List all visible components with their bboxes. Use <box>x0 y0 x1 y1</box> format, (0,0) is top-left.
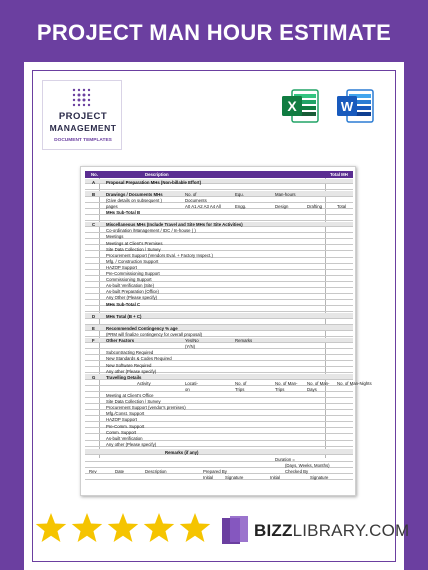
doc-row-cell: Trips <box>235 386 245 392</box>
doc-row <box>85 301 353 306</box>
doc-row-text: Meetings at Client's Premises <box>106 240 163 246</box>
doc-row-text: Any other (Please specify) <box>106 368 157 374</box>
doc-row-text: Miscellaneous MHs (Include Travel and Site MHs for Site Activities) <box>106 222 243 228</box>
doc-row-text: Mfg./Const. Support <box>106 411 145 417</box>
doc-row <box>85 362 353 367</box>
doc-row-text: Any other (Please specify) <box>106 441 157 447</box>
header-total-mh: Total MH <box>330 172 348 177</box>
doc-row-text: Co-ordination /Management / IDC / In-house ( ) <box>106 228 196 234</box>
doc-row <box>85 344 353 349</box>
doc-row <box>85 386 353 391</box>
doc-row-cell: (Y/N) <box>185 344 196 350</box>
doc-row-text: Drawings / Documents MHs <box>106 191 163 197</box>
doc-row <box>85 374 353 379</box>
doc-row-cell: Total <box>337 203 347 209</box>
doc-row <box>85 429 353 434</box>
left-border <box>0 62 24 570</box>
doc-row <box>85 423 353 428</box>
star-icon <box>180 513 210 542</box>
doc-row-no: G <box>92 374 96 380</box>
remarks-row <box>85 449 353 454</box>
footer-row-2-cell: Signature <box>310 474 329 480</box>
doc-row-text: (PRM will finalize contingency for overall proposal) <box>106 332 203 337</box>
doc-row-text: As-built Preparation (Office) <box>106 289 159 295</box>
doc-row <box>85 332 353 337</box>
doc-row-cell: Equ. <box>235 191 244 197</box>
right-border <box>404 62 428 570</box>
doc-row-cell: Locati- <box>185 380 198 386</box>
doc-row-no: D <box>92 313 96 319</box>
doc-row <box>85 289 353 294</box>
doc-row-cell: on <box>185 386 190 392</box>
rating-stars <box>34 512 214 546</box>
doc-row <box>85 240 353 245</box>
footer-row-1-cell: Date <box>115 468 125 474</box>
footer-row-1-cell: Prepared By <box>203 468 227 474</box>
footer-row-1-cell: Checked By <box>285 468 309 474</box>
doc-row <box>85 399 353 404</box>
doc-row <box>85 246 353 251</box>
doc-row-text: MHs Total (B + C) <box>106 313 142 319</box>
doc-row <box>85 368 353 373</box>
doc-row-text: HAZOP Support <box>106 264 137 270</box>
doc-header-row <box>85 171 353 178</box>
footer-row-2-cell: Signature <box>225 474 244 480</box>
doc-row-text: As-built Verification <box>106 435 143 441</box>
doc-row <box>85 435 353 440</box>
doc-row-cell: Yes/No <box>185 338 199 344</box>
page-title: PROJECT MAN HOUR ESTIMATE <box>36 20 392 45</box>
doc-row <box>85 222 353 227</box>
doc-row-text: Pre-Commissioning Support <box>106 271 160 276</box>
doc-row <box>85 338 353 343</box>
doc-row-cell: Engg. <box>235 203 247 209</box>
remarks-row-cell: Remarks (if any) <box>165 449 199 455</box>
doc-row-text: Site Data Collection / Survey <box>106 399 161 405</box>
doc-row-cell: No. of Man- <box>307 380 330 386</box>
doc-row-cell: Remarks <box>235 338 253 344</box>
doc-row <box>85 313 353 318</box>
doc-row <box>85 283 353 288</box>
doc-row <box>85 295 353 300</box>
bizzlibrary-logo-icon <box>222 516 248 546</box>
star-icon <box>72 513 102 542</box>
doc-row <box>85 216 353 221</box>
document-preview[interactable] <box>80 166 372 496</box>
doc-row <box>85 185 353 190</box>
logo-line-2: MANAGEMENT <box>49 123 117 133</box>
doc-row-text: Mfg. / Construction Support <box>106 258 159 264</box>
doc-row-text: Pre-Comm. Support <box>106 423 145 429</box>
doc-row <box>85 393 353 398</box>
star-icon <box>144 513 174 542</box>
footer-row-2-cell: Initial <box>270 474 281 480</box>
doc-row-no: A <box>92 179 96 185</box>
doc-row <box>85 210 353 215</box>
word-letter: W <box>340 99 354 114</box>
doc-row-text: Procurement Support (Vendors Eval. + Factory Inspect.) <box>106 252 213 258</box>
doc-row-no: C <box>92 222 96 228</box>
doc-row <box>85 179 353 184</box>
footer-row-1-cell: Description <box>145 468 167 474</box>
doc-row-cell: No. of <box>185 191 197 197</box>
doc-row-cell: Man-hours <box>275 191 296 197</box>
doc-row <box>85 197 353 202</box>
doc-row <box>85 191 353 196</box>
doc-row-no: E <box>92 325 95 331</box>
doc-row-no: B <box>92 191 96 197</box>
doc-row <box>85 264 353 269</box>
logo-line-1: PROJECT <box>58 111 108 122</box>
excel-icon[interactable] <box>280 86 320 126</box>
doc-row <box>85 417 353 422</box>
doc-row-text: Any Other (Please specify) <box>106 295 158 301</box>
doc-row <box>85 325 353 330</box>
doc-row-text: Meeting at Client's Office <box>106 393 154 398</box>
doc-row-text: As-built Verification (Site) <box>106 283 154 289</box>
doc-row-cell: A0 A1 A2 A3 A4 All <box>185 203 221 209</box>
doc-row <box>85 319 353 324</box>
doc-row-cell: Documents <box>185 197 207 203</box>
doc-row-text: New Software Required <box>106 362 152 368</box>
header-description: Description <box>145 172 169 177</box>
doc-row-cell: Design <box>275 203 289 209</box>
doc-row-text: Travelling Details <box>106 374 142 380</box>
doc-row <box>85 307 353 312</box>
duration-row <box>85 456 353 461</box>
doc-row-text: pages <box>106 203 118 209</box>
brand-bold: BIZZ <box>254 521 293 540</box>
doc-row-text: Subcontracting Required <box>106 350 154 356</box>
doc-row-text: Procurement Support (vendor's premises) <box>106 405 186 411</box>
header-no: No. <box>91 172 98 177</box>
doc-row-cell: No. of Man-Nights <box>337 380 372 386</box>
footer-row-2-cell: Initial <box>203 474 214 480</box>
word-icon[interactable] <box>335 86 375 126</box>
doc-row <box>85 350 353 355</box>
logo-line-3: DOCUMENT TEMPLATES <box>54 138 112 143</box>
doc-row-text: MHs Sub-Total B <box>106 210 141 215</box>
star-icon <box>108 513 138 542</box>
footer-row-1 <box>85 468 353 473</box>
excel-letter: X <box>287 98 297 114</box>
doc-row-text: MHs Sub-Total C <box>106 301 141 307</box>
doc-row-text: Other Factors <box>106 338 135 344</box>
footer-row-1-cell: Rev <box>89 468 97 474</box>
doc-row <box>85 411 353 416</box>
doc-row-cell: Drafting <box>307 203 323 209</box>
doc-row-cell: No. of <box>235 380 247 386</box>
bizzlibrary-brand[interactable] <box>254 521 409 541</box>
doc-row <box>85 380 372 386</box>
doc-row-cell: Days <box>307 386 317 392</box>
doc-row-text: Meetings <box>106 234 124 240</box>
doc-row <box>85 252 353 257</box>
doc-row-text: HAZOP Support <box>106 417 137 423</box>
doc-row <box>85 228 353 233</box>
doc-row-text: Recommended Contingency % age <box>106 325 178 331</box>
doc-row <box>85 271 353 276</box>
top-banner <box>0 0 428 62</box>
brand-rest: LIBRARY.COM <box>292 521 410 540</box>
doc-row-text: (Give details on subsequent ) <box>106 197 162 203</box>
footer-row-2 <box>85 474 353 479</box>
doc-row-no: F <box>92 338 95 344</box>
doc-row-text: New Standards & Codes Required <box>106 356 172 362</box>
doc-row <box>85 203 353 208</box>
duration-units-row <box>85 462 353 467</box>
doc-row <box>85 441 353 446</box>
doc-row-text: Site Data Collection / Survey <box>106 246 161 252</box>
doc-row-text: Commissioning Support <box>106 277 152 283</box>
project-management-logo <box>42 80 122 150</box>
duration-row-cell: Duration = <box>275 456 295 462</box>
star-icon <box>36 513 66 542</box>
doc-row <box>85 405 353 410</box>
doc-row-text: Activity <box>137 380 151 386</box>
dots-icon <box>71 87 93 107</box>
doc-row-cell: No. of Man- <box>275 380 298 386</box>
doc-row <box>85 234 353 239</box>
doc-row-cell: Trips <box>275 386 285 392</box>
doc-row-text: Comm. Support <box>106 429 137 435</box>
duration-units-row-cell: (Days, Weeks, Months) <box>285 462 330 468</box>
doc-row <box>85 356 353 361</box>
doc-row <box>85 258 353 263</box>
doc-row-text: Proposal Preparation MHs (Non-billable Effort) <box>106 179 202 185</box>
doc-row <box>85 277 353 282</box>
